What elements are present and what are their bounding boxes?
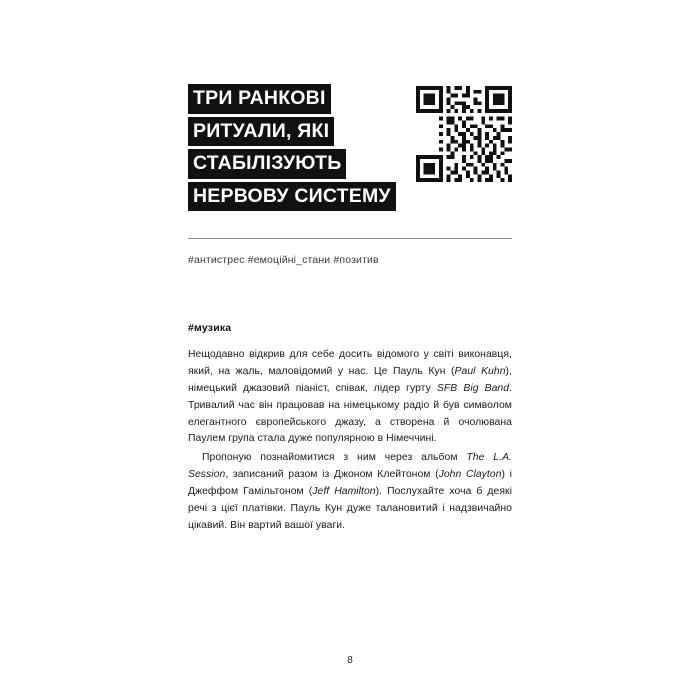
title-and-qr-row bbox=[188, 84, 512, 214]
hashtag-line: #антистрес #емоційні_стани #позитив bbox=[188, 254, 379, 267]
paragraph-1: Нещодавно відкрив для себе досить відомого у світі виконавця, який, на жаль, маловідомий у нас. Це Пауль Кун (Paul Kuhn), німецький джазовий піаніст, співак, лідер гурту SFB Big Band. Тривалий час він працював на німецькому радіо й був символом елегантного європейського джазу, а створена й очолювана Паулем група стала дуже популярною в Німеччині. bbox=[188, 349, 512, 445]
page-number: 8 bbox=[347, 655, 353, 666]
page-title bbox=[188, 84, 396, 214]
qr-code-icon[interactable] bbox=[416, 86, 512, 182]
body-text bbox=[188, 347, 512, 534]
title-line-3: СТАБІЛІЗУЮТЬ bbox=[188, 149, 346, 179]
title-line-2: РИТУАЛИ, ЯКІ bbox=[188, 117, 334, 147]
section-heading: #музика bbox=[188, 322, 232, 335]
title-line-4: НЕРВОВУ СИСТЕМУ bbox=[188, 182, 396, 212]
horizontal-rule bbox=[188, 238, 512, 239]
page-content bbox=[188, 84, 512, 535]
paragraph-2: Пропоную познайомитися з ним через альбом The L.A. Session, записаний разом із Джоном Клейтоном (John Clayton) і Джеффом Гамільтоном (Jeff Hamilton). Послухайте хоча б деякі речі з цієї платівки. Пауль Кун дуже талановитий і надзвичайно цікавий. Він вартий вашої уваги. bbox=[188, 452, 513, 531]
title-line-1: ТРИ РАНКОВІ bbox=[188, 84, 331, 114]
